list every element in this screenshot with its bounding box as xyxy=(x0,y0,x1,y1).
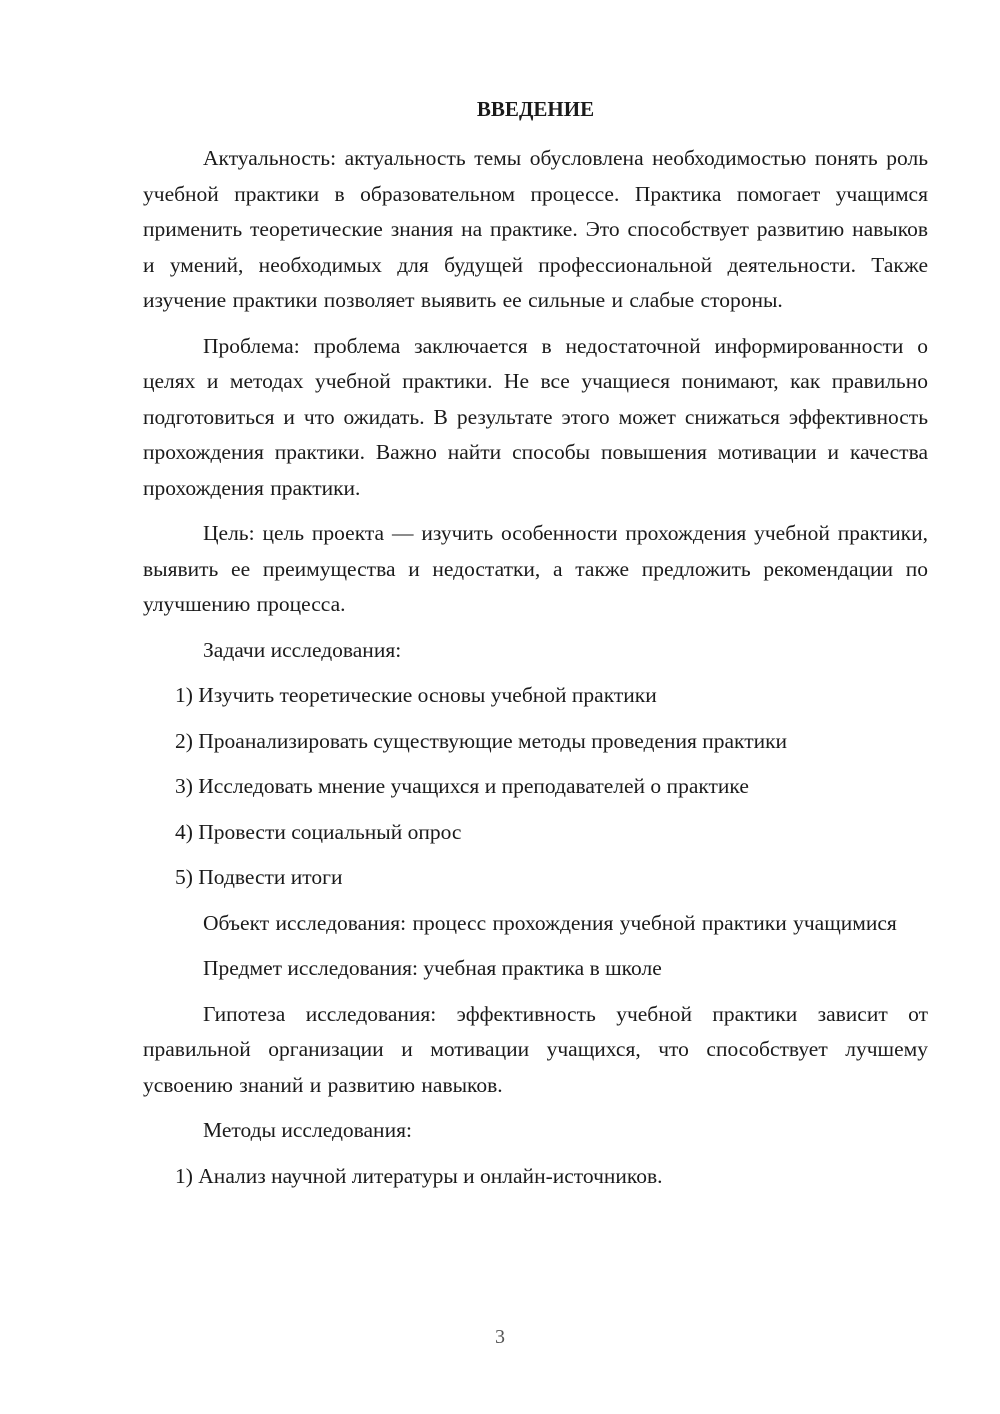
methods-list xyxy=(143,1159,928,1195)
list-item: 1) Изучить теоретические основы учебной практики xyxy=(175,683,657,707)
document-page xyxy=(143,92,928,1204)
list-item: 5) Подвести итоги xyxy=(175,865,343,889)
list-item: 3) Исследовать мнение учащихся и преподавателей о практике xyxy=(175,774,749,798)
list-item: 4) Провести социальный опрос xyxy=(175,819,462,844)
methods-heading: Методы исследования: xyxy=(203,1118,412,1142)
paragraph-goal: Цель: цель проекта — изучить особенности прохождения учебной практики, выявить ее преимущества и недостатки, а также предложить рекомендации по улучшению процесса. xyxy=(143,521,928,616)
paragraph-subject: Предмет исследования: учебная практика в школе xyxy=(203,956,662,980)
tasks-heading: Задачи исследования: xyxy=(203,637,402,662)
paragraph-hypothesis: Гипотеза исследования: эффективность учебной практики зависит от правильной организации и мотивации учащихся, что способствует лучшему усвоению знаний и развитию навыков. xyxy=(143,1001,928,1097)
paragraph-object: Объект исследования: процесс прохождения учебной практики учащимися xyxy=(203,910,897,935)
paragraph-relevance: Актуальность: актуальность темы обусловлена необходимостью понять роль учебной практики в образовательном процессе. Практика помогает учащимся применить теоретические знания на практике. Это способствует развитию навыков и умений, необходимых для будущей профессиональной деятельности. Также изучение практики позволяет выявить ее сильные и слабые стороны. xyxy=(143,146,928,312)
section-title: ВВЕДЕНИЕ xyxy=(476,97,595,121)
paragraph-problem: Проблема: проблема заключается в недостаточной информированности о целях и методах учебной практики. Не все учащиеся понимают, как правильно подготовиться и что ожидать. В результате этого может снижаться эффективность прохождения практики. Важно найти способы повышения мотивации и качества прохождения практики. xyxy=(143,333,928,500)
tasks-list xyxy=(143,678,928,896)
page-number: 3 xyxy=(495,1326,505,1348)
list-item: 2) Проанализировать существующие методы проведения практики xyxy=(175,728,788,753)
list-item: 1) Анализ научной литературы и онлайн-источников. xyxy=(175,1163,663,1188)
